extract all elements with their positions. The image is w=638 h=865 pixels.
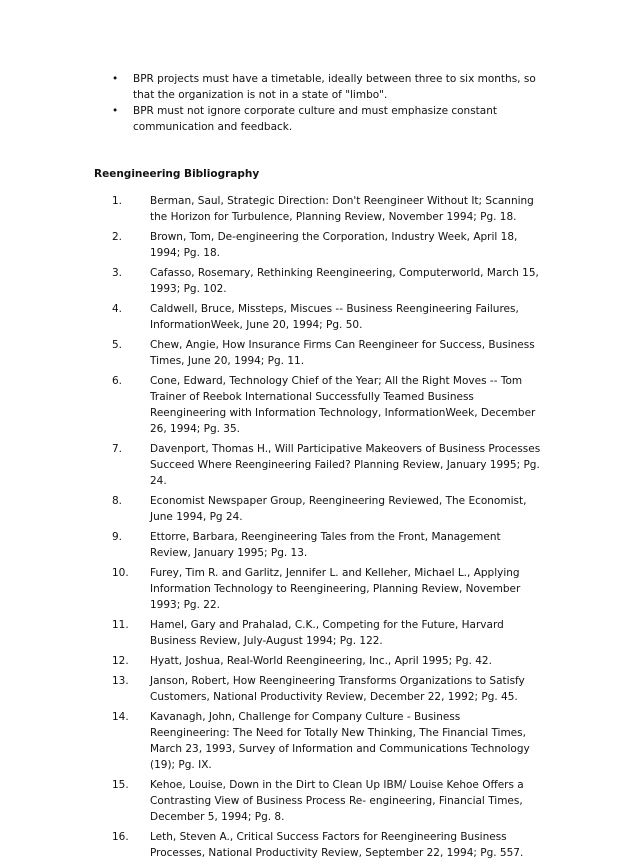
entry-number: 11.: [112, 619, 129, 631]
bibliography-entry: [0, 301, 542, 333]
bibliography-entry: [0, 193, 542, 225]
bullet-text: BPR must not ignore corporate culture and must emphasize constant communication and feedback.: [133, 105, 498, 133]
entry-text: Chew, Angie, How Insurance Firms Can Reengineer for Success, Business Times, June 20, 1994; Pg. 11.: [150, 339, 535, 367]
bibliography-entry: [0, 265, 542, 297]
entry-text: Hyatt, Joshua, Real-World Reengineering, Inc., April 1995; Pg. 42.: [150, 655, 492, 667]
bibliography-list: [0, 193, 638, 865]
entry-text: Leth, Steven A., Critical Success Factors for Reengineering Business Processes, National Productivity Review, September 22, 1994; Pg. 557.: [150, 831, 524, 859]
bibliography-entry: [0, 373, 542, 437]
bibliography-entry: [0, 337, 542, 369]
entry-text: Furey, Tim R. and Garlitz, Jennifer L. and Kelleher, Michael L., Applying Information Technology to Reengineering, Planning Review, November 1993; Pg. 22.: [150, 567, 521, 611]
entry-text: Caldwell, Bruce, Missteps, Miscues -- Business Reengineering Failures, InformationWeek, June 20, 1994; Pg. 50.: [150, 303, 519, 331]
entry-number: 6.: [112, 375, 123, 387]
bibliography-entry: [0, 673, 542, 705]
entry-number: 12.: [112, 655, 129, 667]
entry-number: 13.: [112, 675, 129, 687]
entry-number: 3.: [112, 267, 123, 279]
entry-text: Kehoe, Louise, Down in the Dirt to Clean Up IBM/ Louise Kehoe Offers a Contrasting View of Business Process Re- engineering, Financial Times, December 5, 1994; Pg. 8.: [150, 779, 524, 823]
bibliography-entry: [0, 653, 542, 669]
entry-number: 5.: [112, 339, 123, 351]
bullet-text: BPR projects must have a timetable, ideally between three to six months, so that the organization is not in a state of "limbo".: [133, 73, 536, 101]
entry-text: Janson, Robert, How Reengineering Transforms Organizations to Satisfy Customers, National Productivity Review, December 22, 1992; Pg. 45.: [150, 675, 525, 703]
bullet-icon: •: [112, 73, 119, 85]
entry-text: Berman, Saul, Strategic Direction: Don't Reengineer Without It; Scanning the Horizon for Turbulence, Planning Review, November 1994; Pg. 18.: [150, 195, 534, 223]
entry-number: 1.: [112, 195, 123, 207]
entry-number: 14.: [112, 711, 129, 723]
entry-text: Economist Newspaper Group, Reengineering Reviewed, The Economist, June 1994, Pg 24.: [150, 495, 527, 523]
bibliography-entry: [0, 829, 542, 861]
entry-number: 4.: [112, 303, 123, 315]
entry-text: Davenport, Thomas H., Will Participative Makeovers of Business Processes Succeed Where Reengineering Failed? Planning Review, January 1995; Pg. 24.: [150, 443, 541, 487]
entry-number: 10.: [112, 567, 129, 579]
bibliography-entry: [0, 777, 542, 825]
entry-number: 9.: [112, 531, 123, 543]
bullet-item: [0, 71, 538, 103]
entry-text: Cone, Edward, Technology Chief of the Year; All the Right Moves -- Tom Trainer of Reebok International Successfully Teamed Business Reengineering with Information Technology, InformationWeek, December 26, 1994; Pg. 35.: [150, 375, 536, 435]
entry-number: 7.: [112, 443, 123, 455]
bibliography-entry: [0, 229, 542, 261]
entry-text: Cafasso, Rosemary, Rethinking Reengineering, Computerworld, March 15, 1993; Pg. 102.: [150, 267, 539, 295]
bibliography-entry: [0, 617, 542, 649]
entry-text: Ettorre, Barbara, Reengineering Tales from the Front, Management Review, January 1995; Pg. 13.: [150, 531, 501, 559]
entry-number: 2.: [112, 231, 123, 243]
entry-text: Brown, Tom, De-engineering the Corporation, Industry Week, April 18, 1994; Pg. 18.: [150, 231, 518, 259]
bibliography-entry: [0, 565, 542, 613]
entry-text: Hamel, Gary and Prahalad, C.K., Competing for the Future, Harvard Business Review, July-August 1994; Pg. 122.: [150, 619, 504, 647]
entry-number: 16.: [112, 831, 129, 843]
bullet-item: [0, 103, 538, 135]
entry-number: 15.: [112, 779, 129, 791]
bibliography-entry: [0, 709, 542, 773]
section-heading: Reengineering Bibliography: [94, 168, 260, 180]
entry-text: Kavanagh, John, Challenge for Company Culture - Business Reengineering: The Need for Totally New Thinking, The Financial Times, March 23, 1993, Survey of Information and Communications Technology (19); Pg. IX.: [150, 711, 530, 771]
entry-number: 8.: [112, 495, 123, 507]
bibliography-entry: [0, 441, 542, 489]
bullet-icon: •: [112, 105, 119, 117]
bibliography-entry: [0, 493, 542, 525]
bibliography-entry: [0, 529, 542, 561]
bullet-list: [0, 71, 638, 135]
